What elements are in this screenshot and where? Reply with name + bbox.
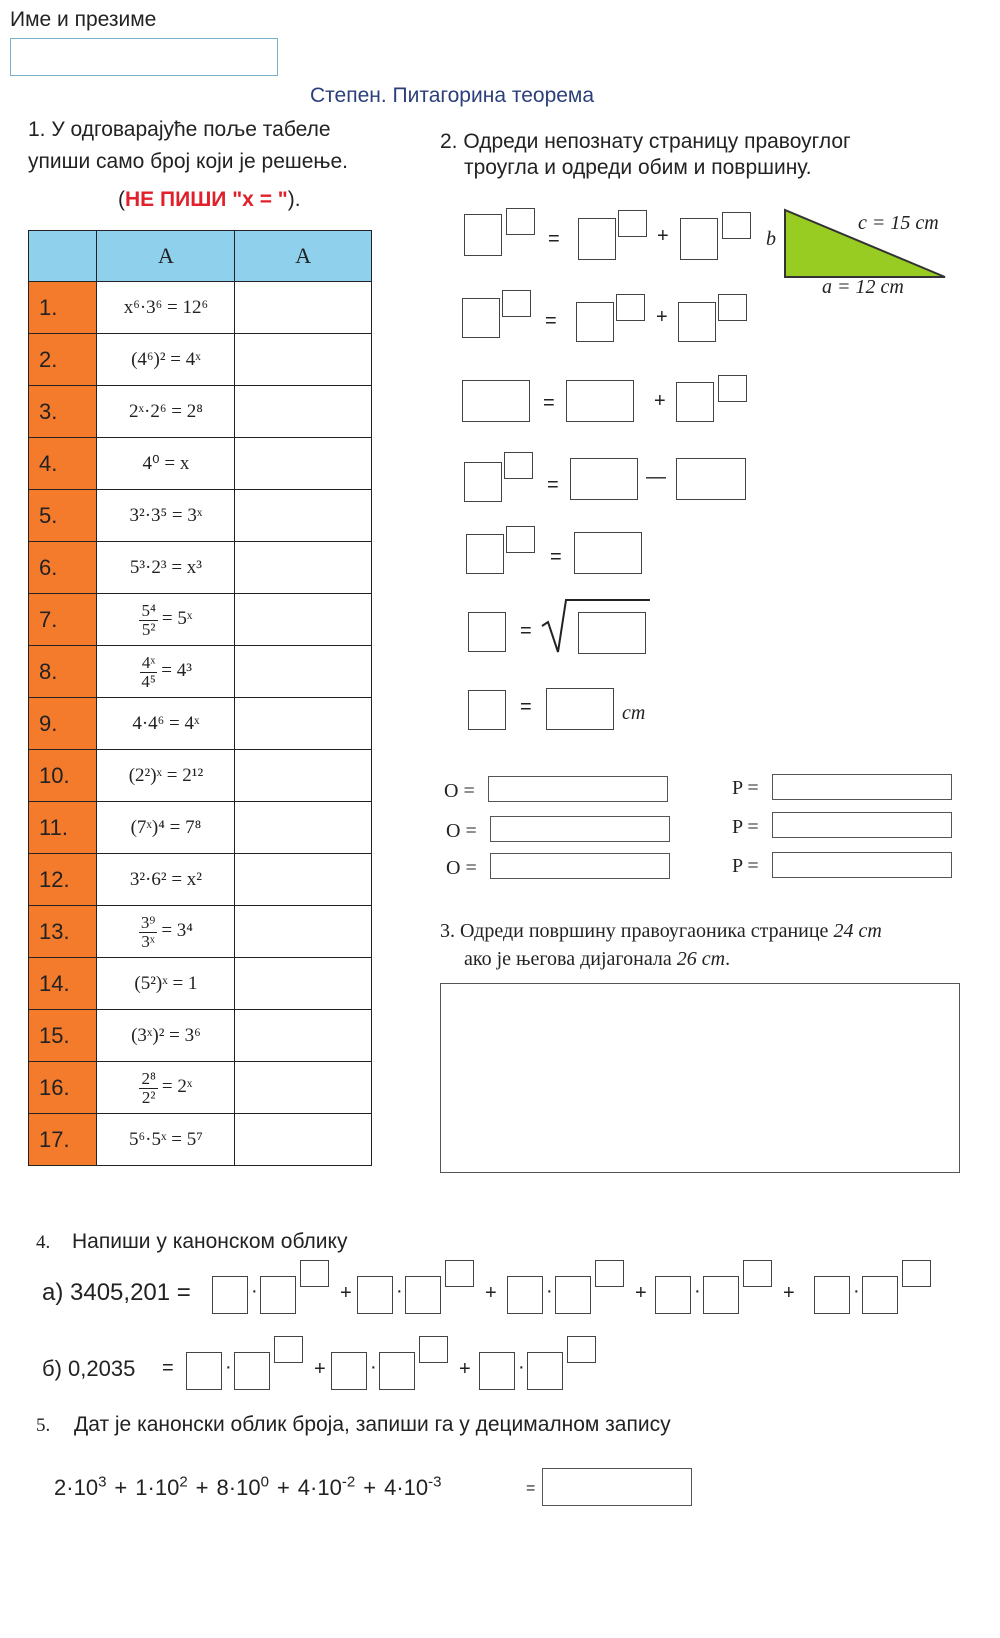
- r4-box2[interactable]: [570, 458, 638, 500]
- b-exp-1[interactable]: [419, 1336, 448, 1363]
- o-input-3[interactable]: [490, 853, 670, 879]
- multiply-dot: ·: [396, 1475, 404, 1501]
- task4-title: Напиши у канонском облику: [72, 1230, 348, 1253]
- r2-eq: =: [545, 310, 557, 332]
- a-plus-0: +: [340, 1282, 352, 1304]
- canonical-term: [298, 1475, 376, 1500]
- a-digit-2[interactable]: [507, 1276, 543, 1314]
- row-equation: (5²)ˣ = 1: [97, 958, 235, 1010]
- r2-box1[interactable]: [462, 298, 500, 338]
- task1-line2: упиши само број који је решење.: [28, 150, 349, 173]
- o-label-1: O =: [444, 780, 475, 802]
- note-red: НЕ ПИШИ "x = ": [125, 188, 288, 211]
- answer-cell[interactable]: [235, 282, 372, 334]
- task4-b-label: б) 0,2035: [42, 1356, 136, 1381]
- multiply-dot: ·: [147, 1475, 155, 1501]
- r2-exp1[interactable]: [502, 290, 531, 317]
- a-exp-2[interactable]: [595, 1260, 624, 1287]
- canonical-term: [384, 1475, 441, 1500]
- equation-rest: = 2ˣ: [161, 1075, 193, 1097]
- task1-line1: 1. У одговарајуће поље табеле: [28, 118, 331, 141]
- row-equation: (4⁶)² = 4ˣ: [97, 334, 235, 386]
- row-equation: (2²)ˣ = 2¹²: [97, 750, 235, 802]
- b-digit-0[interactable]: [186, 1352, 222, 1390]
- answer-cell[interactable]: [235, 1114, 372, 1166]
- task5-title: Дат је канонски облик броја, запиши га у децималном запису: [74, 1413, 671, 1436]
- page-title: Степен. Питагорина теорема: [310, 84, 595, 107]
- a-dot-1: ·: [396, 1280, 403, 1302]
- row-number: 15.: [29, 1010, 97, 1062]
- row-number: 6.: [29, 542, 97, 594]
- r3-eq: =: [543, 392, 555, 414]
- a-plus-3: +: [783, 1282, 795, 1304]
- a-dot-4: ·: [853, 1280, 860, 1302]
- a-digit-0[interactable]: [212, 1276, 248, 1314]
- row-number: 11.: [29, 802, 97, 854]
- table-row: [29, 1114, 372, 1166]
- answer-cell[interactable]: [235, 334, 372, 386]
- r3-box3[interactable]: [676, 382, 714, 422]
- r4-box3[interactable]: [676, 458, 746, 500]
- a-ten-0[interactable]: [260, 1276, 296, 1314]
- r2-plus: +: [656, 306, 668, 328]
- row-equation: (7ˣ)⁴ = 7⁸: [97, 802, 235, 854]
- r7-box1[interactable]: [468, 690, 506, 730]
- denominator: 4⁵: [141, 671, 156, 691]
- coefficient: 8: [216, 1475, 229, 1501]
- r4-minus: —: [646, 466, 666, 488]
- name-input[interactable]: [10, 38, 278, 76]
- r3-box2[interactable]: [566, 380, 634, 422]
- row-equation: 4⁰ = x: [97, 438, 235, 490]
- row-number: 1.: [29, 282, 97, 334]
- equation-rest: = 4³: [161, 659, 192, 681]
- equation-rest: = 3⁴: [161, 919, 193, 941]
- a-exp-3[interactable]: [743, 1260, 772, 1287]
- task1-note: [118, 188, 301, 212]
- row-equation: x⁶·3⁶ = 12⁶: [97, 282, 235, 334]
- header-col-answer: A: [235, 231, 372, 282]
- p-label-1: P =: [732, 777, 759, 799]
- row-number: 12.: [29, 854, 97, 906]
- table-row: [29, 1010, 372, 1062]
- o-label-2: O =: [446, 820, 477, 842]
- answer-cell[interactable]: [235, 594, 372, 646]
- task2-line2: троугла и одреди обим и површину.: [464, 156, 812, 179]
- task4-num: 4.: [36, 1232, 51, 1253]
- a-plus-1: +: [485, 1282, 497, 1304]
- task3-text1: 3. Одреди површину правоугаоника странице: [440, 920, 829, 942]
- exponent: 2: [179, 1474, 188, 1491]
- r5-box2[interactable]: [574, 532, 642, 574]
- row-equation: 2ˣ·2⁶ = 2⁸: [97, 386, 235, 438]
- p-input-1[interactable]: [772, 774, 952, 800]
- a-plus-2: +: [635, 1282, 647, 1304]
- fraction: [139, 602, 157, 638]
- equation-rest: = 5ˣ: [161, 607, 193, 629]
- r1-exp3[interactable]: [722, 212, 751, 239]
- r2-exp3[interactable]: [718, 294, 747, 321]
- r3-plus: +: [654, 390, 666, 412]
- p-input-3[interactable]: [772, 852, 952, 878]
- row-number: 7.: [29, 594, 97, 646]
- row-number: 16.: [29, 1062, 97, 1114]
- p-input-2[interactable]: [772, 812, 952, 838]
- task3-val2: 26 cm: [676, 948, 726, 970]
- b-ten-0[interactable]: [234, 1352, 270, 1390]
- b-plus-1: +: [459, 1358, 471, 1380]
- o-input-1[interactable]: [488, 776, 668, 802]
- task4-b-eq: =: [162, 1357, 174, 1379]
- r6-box2[interactable]: [578, 612, 646, 654]
- a-dot-3: ·: [694, 1280, 701, 1302]
- fraction: [140, 654, 157, 690]
- note-close: ).: [287, 188, 301, 211]
- answer-cell[interactable]: [235, 542, 372, 594]
- r7-box2[interactable]: [546, 688, 614, 730]
- answer-cell[interactable]: [235, 438, 372, 490]
- r2-exp2[interactable]: [616, 294, 645, 321]
- row-number: 14.: [29, 958, 97, 1010]
- table-row: [29, 438, 372, 490]
- r1-exp1[interactable]: [506, 208, 535, 235]
- row-equation: 3²·6² = x²: [97, 854, 235, 906]
- a-exp-1[interactable]: [445, 1260, 474, 1287]
- note-open: (: [118, 188, 125, 211]
- answer-cell[interactable]: [235, 386, 372, 438]
- r3-box1[interactable]: [462, 380, 530, 422]
- table-row: [29, 802, 372, 854]
- plus-sign: +: [195, 1475, 209, 1501]
- r5-eq: =: [550, 546, 562, 568]
- a-exp-4[interactable]: [902, 1260, 931, 1287]
- row-number: 9.: [29, 698, 97, 750]
- r4-box1[interactable]: [464, 462, 502, 502]
- answer-cell[interactable]: [235, 750, 372, 802]
- exponent: 3: [98, 1474, 107, 1491]
- o-input-2[interactable]: [490, 816, 670, 842]
- answer-cell[interactable]: [235, 1010, 372, 1062]
- header-col-a: A: [97, 231, 235, 282]
- base-ten: 10: [317, 1475, 342, 1501]
- row-number: 5.: [29, 490, 97, 542]
- task3-line2: [464, 948, 730, 971]
- b-digit-2[interactable]: [479, 1352, 515, 1390]
- r5-box1[interactable]: [466, 534, 504, 574]
- row-equation: [97, 646, 235, 698]
- answer-cell[interactable]: [235, 698, 372, 750]
- a-digit-3[interactable]: [655, 1276, 691, 1314]
- r5-exp1[interactable]: [506, 526, 535, 553]
- row-equation: 5³·2³ = x³: [97, 542, 235, 594]
- r1-exp2[interactable]: [618, 210, 647, 237]
- r1-box2[interactable]: [578, 218, 616, 260]
- task5-answer-input[interactable]: [542, 1468, 692, 1506]
- b-dot-1: ·: [370, 1356, 377, 1378]
- answer-cell[interactable]: [235, 646, 372, 698]
- multiply-dot: ·: [310, 1475, 318, 1501]
- row-number: 8.: [29, 646, 97, 698]
- triangle-c-label: c = 15 cm: [858, 212, 939, 234]
- row-equation: 3²·3⁵ = 3ˣ: [97, 490, 235, 542]
- triangle-a-label: a = 12 cm: [822, 276, 904, 298]
- table-row: [29, 282, 372, 334]
- table-row: [29, 490, 372, 542]
- numerator: 4ˣ: [141, 652, 156, 672]
- table-row: [29, 646, 372, 698]
- b-dot-2: ·: [518, 1356, 525, 1378]
- answer-cell[interactable]: [235, 1062, 372, 1114]
- r1-eq: =: [548, 228, 560, 250]
- row-equation: 4·4⁶ = 4ˣ: [97, 698, 235, 750]
- answer-cell[interactable]: [235, 906, 372, 958]
- r6-box1[interactable]: [468, 612, 506, 652]
- task3-line1: [440, 920, 882, 943]
- numerator: 2⁸: [141, 1068, 156, 1088]
- r1-plus: +: [657, 225, 669, 247]
- task5-eq: =: [526, 1480, 536, 1497]
- coefficient: 4: [297, 1475, 311, 1501]
- answer-cell[interactable]: [235, 854, 372, 906]
- a-ten-2[interactable]: [555, 1276, 591, 1314]
- a-ten-4[interactable]: [862, 1276, 898, 1314]
- table-row: [29, 750, 372, 802]
- r1-box3[interactable]: [680, 218, 718, 260]
- task5-num: 5.: [36, 1415, 51, 1436]
- exponent: -2: [341, 1474, 356, 1491]
- row-equation: 5⁶·5ˣ = 5⁷: [97, 1114, 235, 1166]
- coefficient: 2: [54, 1475, 67, 1501]
- answer-table: [28, 230, 372, 1166]
- base-ten: 10: [154, 1475, 180, 1501]
- numerator: 5⁴: [141, 600, 156, 620]
- canonical-term: [135, 1475, 208, 1500]
- base-ten: 10: [403, 1475, 429, 1501]
- triangle-b-label: b: [766, 228, 776, 250]
- denominator: 3ˣ: [141, 931, 155, 951]
- table-row: [29, 854, 372, 906]
- base-ten: 10: [236, 1475, 261, 1501]
- p-label-3: P =: [732, 855, 759, 877]
- base-ten: 10: [73, 1475, 99, 1501]
- denominator: 2²: [141, 1087, 156, 1107]
- a-dot-0: ·: [251, 1280, 258, 1302]
- denominator: 5²: [141, 619, 156, 639]
- fraction: [139, 1070, 157, 1106]
- r4-eq: =: [547, 474, 559, 496]
- row-number: 3.: [29, 386, 97, 438]
- p-label-2: P =: [732, 816, 759, 838]
- canonical-term: [54, 1475, 127, 1500]
- b-dot-0: ·: [225, 1356, 232, 1378]
- a-dot-2: ·: [546, 1280, 553, 1302]
- answer-cell[interactable]: [235, 490, 372, 542]
- b-digit-1[interactable]: [331, 1352, 367, 1390]
- table-row: [29, 334, 372, 386]
- a-digit-1[interactable]: [357, 1276, 393, 1314]
- o-label-3: O =: [446, 857, 477, 879]
- table-row: [29, 958, 372, 1010]
- row-number: 10.: [29, 750, 97, 802]
- task4-a-label: а) 3405,201 =: [42, 1279, 191, 1306]
- r3-exp3[interactable]: [718, 375, 747, 402]
- numerator: 3⁹: [140, 912, 156, 932]
- row-number: 13.: [29, 906, 97, 958]
- r7-eq: =: [520, 696, 532, 718]
- table-row: [29, 594, 372, 646]
- canonical-term: [217, 1475, 290, 1500]
- b-plus-0: +: [314, 1358, 326, 1380]
- task5-expression: [54, 1474, 449, 1501]
- coefficient: 1: [135, 1475, 148, 1501]
- r7-unit: cm: [622, 702, 646, 724]
- task3-answer-area[interactable]: [440, 983, 960, 1173]
- plus-sign: +: [114, 1475, 128, 1501]
- r6-eq: =: [520, 620, 532, 642]
- row-equation: (3ˣ)² = 3⁶: [97, 1010, 235, 1062]
- row-equation: [97, 594, 235, 646]
- plus-sign: +: [276, 1475, 290, 1501]
- row-equation: [97, 906, 235, 958]
- r2-box3[interactable]: [678, 302, 716, 342]
- table-row: [29, 386, 372, 438]
- plus-sign: +: [363, 1475, 377, 1501]
- table-row: [29, 542, 372, 594]
- coefficient: 4: [384, 1475, 397, 1501]
- row-number: 2.: [29, 334, 97, 386]
- table-row: [29, 698, 372, 750]
- name-label: Име и презиме: [10, 8, 157, 31]
- row-number: 17.: [29, 1114, 97, 1166]
- r1-box1[interactable]: [464, 214, 502, 256]
- b-ten-2[interactable]: [527, 1352, 563, 1390]
- task3-end: .: [725, 948, 731, 970]
- table-row: [29, 1062, 372, 1114]
- a-exp-0[interactable]: [300, 1260, 329, 1287]
- row-equation: [97, 1062, 235, 1114]
- multiply-dot: ·: [66, 1475, 74, 1501]
- b-ten-1[interactable]: [379, 1352, 415, 1390]
- a-digit-4[interactable]: [814, 1276, 850, 1314]
- task2-line1: 2. Одреди непознату страницу правоуглог: [440, 130, 851, 153]
- task3-text2: ако је његова дијагонала: [464, 948, 672, 970]
- r4-exp1[interactable]: [504, 452, 533, 479]
- exponent: -3: [428, 1474, 442, 1491]
- multiply-dot: ·: [228, 1475, 237, 1501]
- b-exp-0[interactable]: [274, 1336, 303, 1363]
- table-row: [29, 906, 372, 958]
- exponent: 0: [260, 1474, 269, 1491]
- r2-box2[interactable]: [576, 302, 614, 342]
- answer-cell[interactable]: [235, 958, 372, 1010]
- header-empty: [29, 231, 97, 282]
- a-ten-1[interactable]: [405, 1276, 441, 1314]
- b-exp-2[interactable]: [567, 1336, 596, 1363]
- answer-cell[interactable]: [235, 802, 372, 854]
- row-number: 4.: [29, 438, 97, 490]
- a-ten-3[interactable]: [703, 1276, 739, 1314]
- task3-val1: 24 cm: [833, 920, 882, 942]
- fraction: [139, 914, 157, 950]
